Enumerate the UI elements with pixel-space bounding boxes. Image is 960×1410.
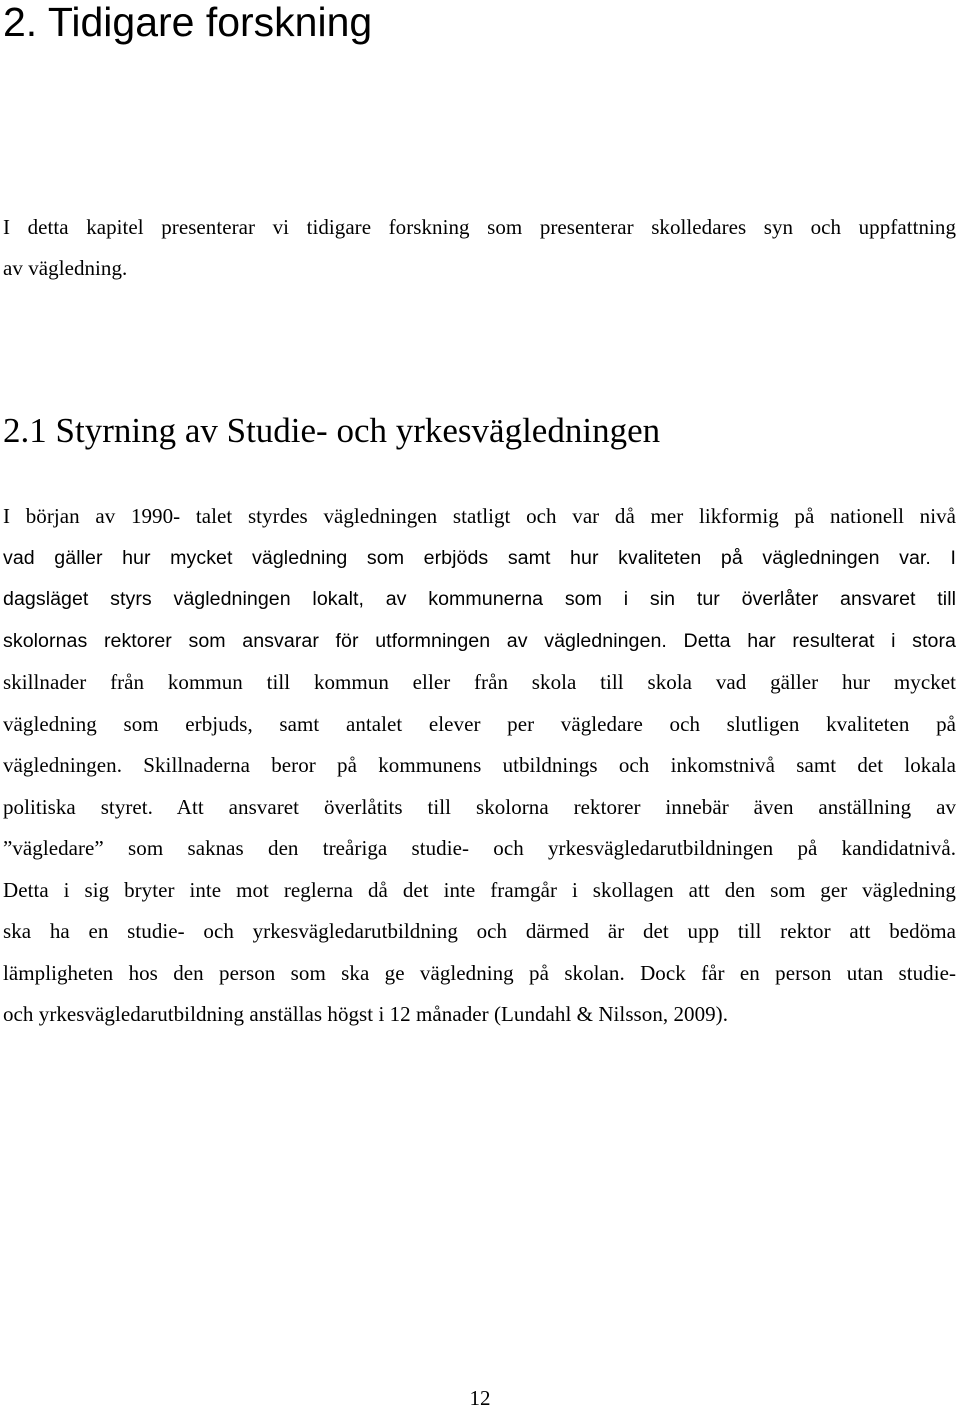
text-line: lämpligheten hos den person som ska ge vägledning på skolan. Dock får en person utan studie- <box>3 960 956 985</box>
chapter-title: 2. Tidigare forskning <box>3 0 373 45</box>
text-line: av vägledning. <box>3 256 128 281</box>
page-number: 12 <box>469 1386 491 1410</box>
intro-paragraph <box>3 207 956 290</box>
text-line: och yrkesvägledarutbildning anställas högst i 12 månader (Lundahl & Nilsson, 2009). <box>3 1002 729 1026</box>
text-line: skolornas rektorer som ansvarar för utformningen av vägledningen. Detta har resulterat i stora <box>3 629 956 652</box>
text-line: Detta i sig bryter inte mot reglerna då det inte framgår i skollagen att den som ger vägledning <box>3 877 956 902</box>
section-title: 2.1 Styrning av Studie- och yrkesvägledningen <box>3 411 661 450</box>
text-line: ska ha en studie- och yrkesvägledarutbildning och därmed är det upp till rektor att bedöma <box>3 919 956 943</box>
text-line: skillnader från kommun till kommun eller från skola till skola vad gäller hur mycket <box>3 670 956 694</box>
text-line: vägledningen. Skillnaderna beror på kommunens utbildnings och inkomstnivå samt det lokala <box>3 753 956 777</box>
text-line: I början av 1990- talet styrdes vägledningen statligt och var då mer likformig på nationell nivå <box>3 504 956 528</box>
text-line: I detta kapitel presenterar vi tidigare forskning som presenterar skolledares syn och uppfattning <box>3 215 956 239</box>
text-line: vad gäller hur mycket vägledning som erbjöds samt hur kvaliteten på vägledningen var. I <box>3 546 956 569</box>
text-line: politiska styret. Att ansvaret överlåtits till skolorna rektorer innebär även anställning av <box>3 794 956 819</box>
section-body-paragraph <box>3 496 956 1036</box>
text-line: dagsläget styrs vägledningen lokalt, av kommunerna som i sin tur överlåter ansvaret till <box>3 588 956 610</box>
text-line: ”vägledare” som saknas den treåriga studie- och yrkesvägledarutbildningen på kandidatnivå. <box>3 836 956 860</box>
text-line: vägledning som erbjuds, samt antalet elever per vägledare och slutligen kvaliteten på <box>3 711 956 736</box>
